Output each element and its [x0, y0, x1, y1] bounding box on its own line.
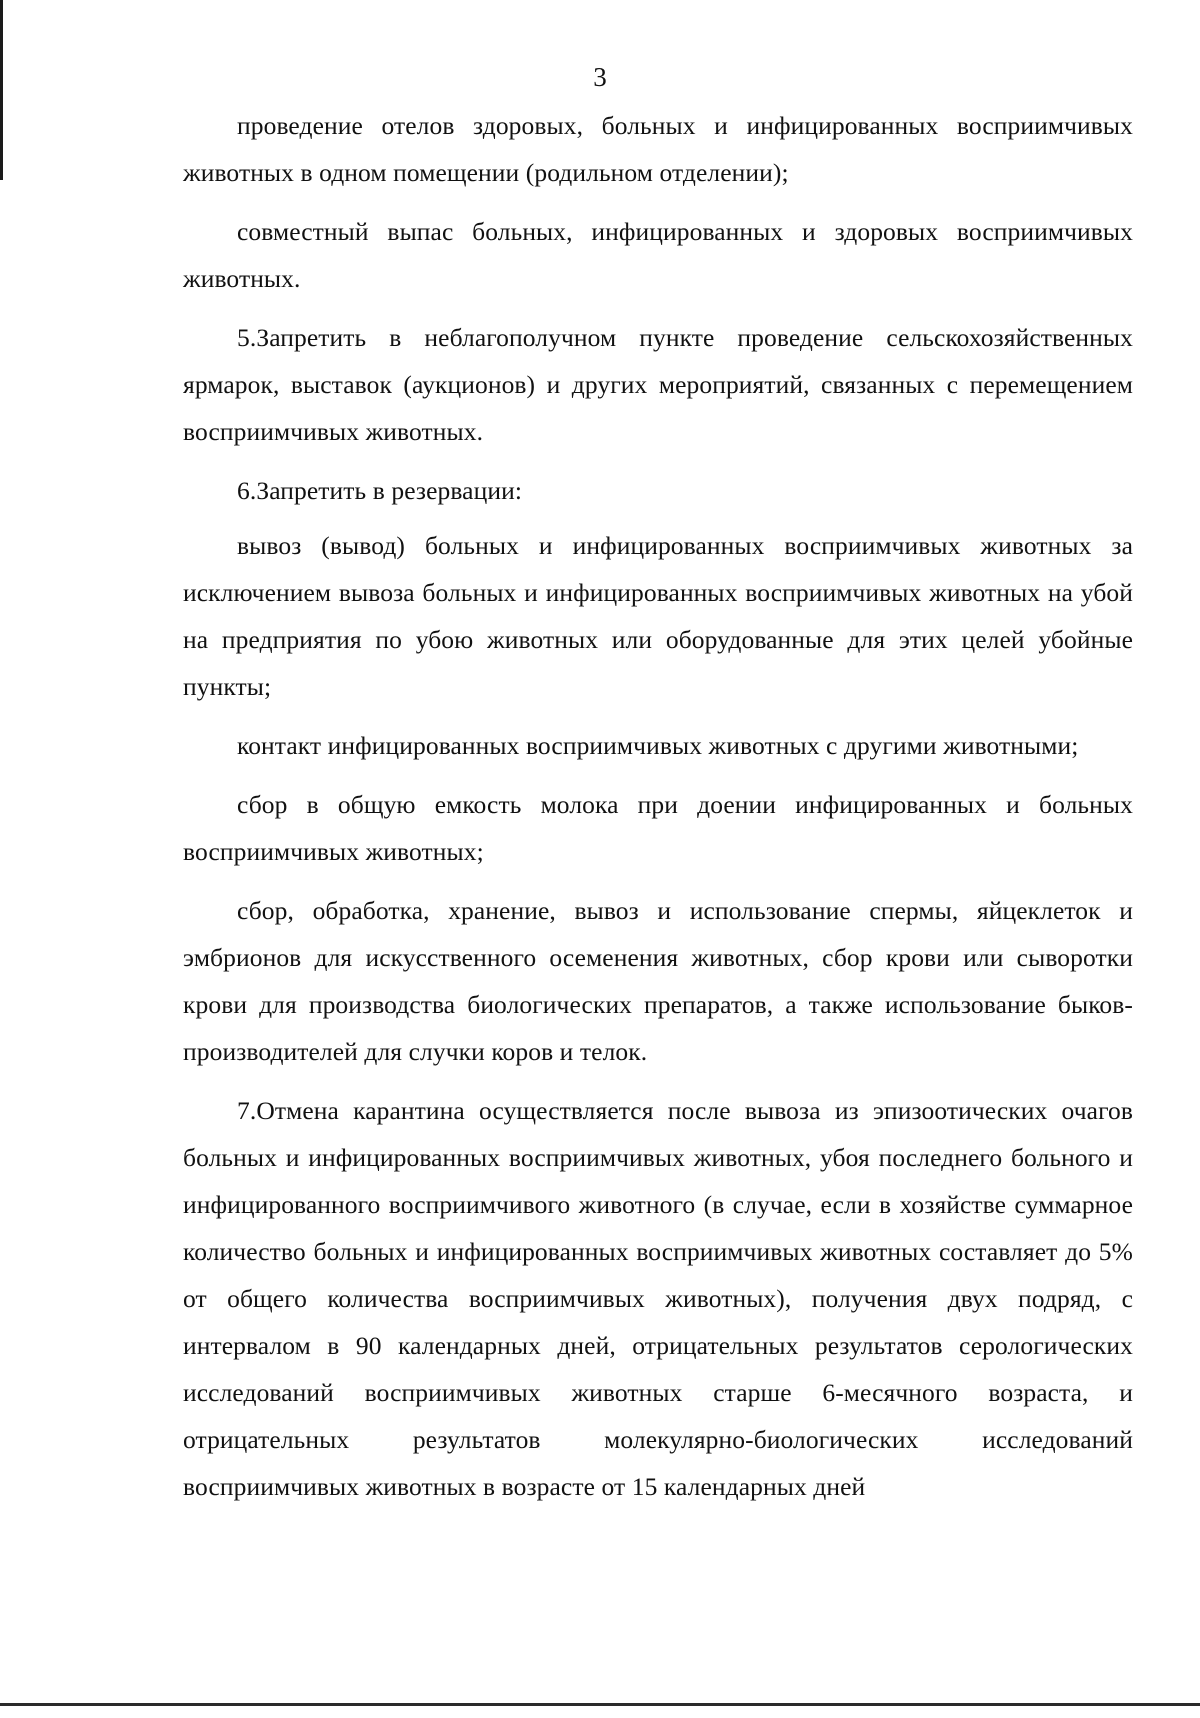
paragraph-semen-ban: сбор, обработка, хранение, вывоз и использование спермы, яйцеклеток и эмбрионов для искусственного осеменения животных, сбор крови или сыворотки крови для производства биологических препаратов, а также использование быков-производителей для случки коров и телок. [183, 896, 1133, 1066]
paragraph-calving: проведение отелов здоровых, больных и инфицированных восприимчивых животных в одном помещении (родильном отделении); [183, 111, 1133, 187]
paragraph-milk-ban: сбор в общую емкость молока при доении инфицированных и больных восприимчивых животных; [183, 790, 1133, 866]
page-number: 3 [593, 62, 607, 92]
document-body [183, 102, 1133, 1522]
paragraph-export-ban: вывоз (вывод) больных и инфицированных восприимчивых животных за исключением вывоза больных и инфицированных восприимчивых животных на убой на предприятия по убою животных или оборудованные для этих целей убойные пункты; [183, 531, 1133, 701]
paragraph-item-6-heading: 6.Запретить в резервации: [237, 476, 523, 505]
paragraph-item-7: 7.Отмена карантина осуществляется после вывоза из эпизоотических очагов больных и инфицированных восприимчивых животных, убоя последнего больного и инфицированного восприимчивого животного (в случае, если в хозяйстве суммарное количество больных и инфицированных восприимчивых животных составляет до 5% от общего количества восприимчивых животных), получения двух подряд, с интервалом в 90 календарных дней, отрицательных результатов серологических исследований восприимчивых животных старше 6-месячного возраста, и отрицательных результатов молекулярно-биологических исследований восприимчивых животных в возрасте от 15 календарных дней [183, 1096, 1133, 1501]
scan-edge-bottom [0, 1703, 1200, 1706]
paragraph-contact-ban: контакт инфицированных восприимчивых животных с другими животными; [237, 731, 1079, 760]
paragraph-grazing: совместный выпас больных, инфицированных и здоровых восприимчивых животных. [183, 217, 1133, 293]
paragraph-item-5: 5.Запретить в неблагополучном пункте проведение сельскохозяйственных ярмарок, выставок (аукционов) и других мероприятий, связанных с перемещением восприимчивых животных. [183, 323, 1133, 446]
